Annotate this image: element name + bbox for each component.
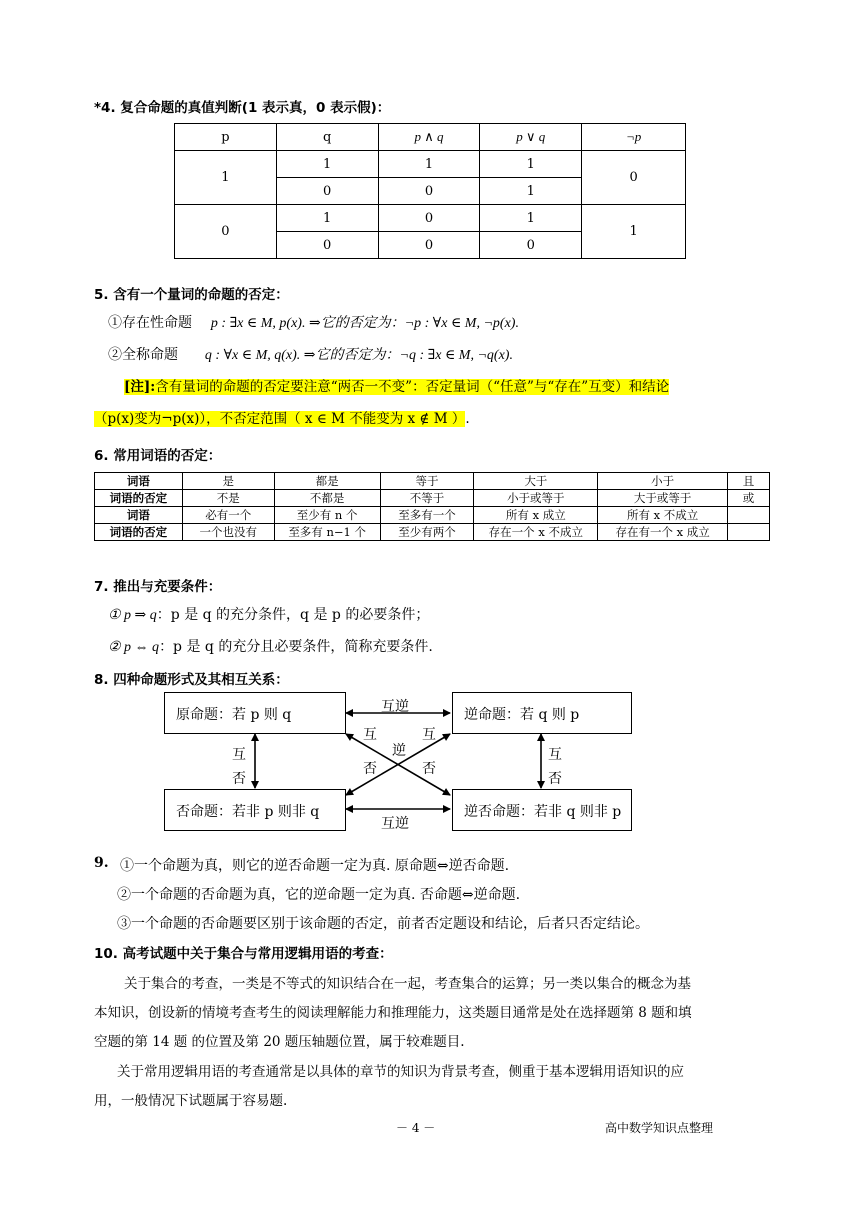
section-7-title: 7. 推出与充要条件：	[94, 579, 222, 595]
page-number: － 4 －	[396, 1121, 436, 1135]
paragraph-line: 空题的第 14 题 的位置及第 20 题压轴题位置，属于较难题目.	[94, 1034, 465, 1050]
table-cell: 都是	[274, 473, 380, 490]
paragraph-line: 关于常用逻辑用语的考查通常是以具体的章节的知识为背景考查，侧重于基本逻辑用语知识的应	[117, 1064, 684, 1080]
table-cell: 1	[480, 151, 582, 178]
right-relation-label-1: 互	[548, 747, 562, 763]
section-9-line-1: ①一个命题为真，则它的逆否命题一定为真. 原命题⇔逆否命题.	[120, 858, 510, 874]
section-6-title: 6. 常用词语的否定：	[94, 448, 222, 464]
bottom-relation-label: 互逆	[381, 816, 409, 832]
table-cell: 不都是	[274, 490, 380, 507]
note-end: .	[465, 411, 470, 427]
section-9-number: 9.	[94, 855, 109, 871]
note-tag: [注]:	[124, 379, 156, 395]
note-text: （p(x)变为¬p(x)），不否定范围（ x ∈ M 不能变为 x ∉ M ）	[94, 411, 466, 427]
table-cell: 是	[182, 473, 274, 490]
table-cell: 词语的否定	[95, 524, 183, 541]
table-cell: 0	[378, 178, 480, 205]
table-cell: 1	[378, 151, 480, 178]
table-header: p ∨ q	[480, 124, 582, 151]
table-cell: 小于	[598, 473, 728, 490]
table-cell: 0	[175, 205, 277, 259]
table-cell: 1	[480, 205, 582, 232]
cross-label: 逆	[392, 743, 406, 759]
top-relation-label: 互逆	[381, 699, 409, 715]
box-text: 否命题：若非 p 则非 q	[176, 804, 320, 820]
paragraph-line: 本知识，创设新的情境考查考生的阅读理解能力和推理能力，这类题目通常是处在选择题第 8 题和填	[94, 1005, 692, 1021]
table-cell: 或	[728, 490, 770, 507]
table-cell: 0	[276, 178, 378, 205]
formula: p : ∃x ∈ M, p(x). ⇒它的否定为：¬p : ∀x ∈ M, ¬p(x).	[210, 316, 519, 331]
line-text: ：p 是 q 的充分且必要条件，简称充要条件.	[159, 639, 433, 655]
table-cell: 所有 x 不成立	[598, 507, 728, 524]
note-text: 含有量词的命题的否定要注意“两否一不变”：否定量词（“任意”与“存在”互变）和结论	[155, 379, 670, 395]
footer-title: 高中数学知识点整理	[605, 1121, 714, 1135]
table-cell: 至多有 n−1 个	[274, 524, 380, 541]
table-cell: 词语	[95, 507, 183, 524]
formula: q : ∀x ∈ M, q(x). ⇒它的否定为：¬q : ∃x ∈ M, ¬q(x).	[204, 348, 513, 363]
table-cell: 大于	[474, 473, 598, 490]
table-cell: 小于或等于	[474, 490, 598, 507]
table-cell: 且	[728, 473, 770, 490]
left-relation-label-2: 否	[232, 771, 246, 787]
section-8-title: 8. 四种命题形式及其相互关系：	[94, 672, 289, 688]
table-header: p	[175, 124, 277, 151]
table-cell: 词语	[95, 473, 183, 490]
table-cell: 1	[480, 178, 582, 205]
original-proposition-box	[164, 692, 346, 734]
box-text: 原命题：若 p 则 q	[176, 707, 292, 723]
table-header: p ∧ q	[378, 124, 480, 151]
table-cell: 不等于	[380, 490, 474, 507]
table-cell: 大于或等于	[598, 490, 728, 507]
table-cell: 1	[175, 151, 277, 205]
table-cell: 0	[582, 151, 686, 205]
section-10-title: 10. 高考试题中关于集合与常用逻辑用语的考查：	[94, 946, 393, 962]
box-text: 逆命题：若 q 则 p	[464, 707, 580, 723]
table-header: q	[276, 124, 378, 151]
item-label: ②全称命题	[108, 347, 178, 363]
cross-label: 否	[422, 761, 436, 777]
table-cell: 至少有 n 个	[274, 507, 380, 524]
table-cell: 所有 x 成立	[474, 507, 598, 524]
section-4-title: *4. 复合命题的真值判断(1 表示真，0 表示假)：	[94, 100, 391, 116]
table-cell: 至多有一个	[380, 507, 474, 524]
cross-label: 否	[363, 761, 377, 777]
iff-symbol: ② p ⇔ q	[108, 640, 160, 655]
inverse-box	[164, 789, 346, 831]
left-relation-label-1: 互	[232, 747, 246, 763]
table-cell: 存在有一个 x 成立	[598, 524, 728, 541]
table-cell: 1	[276, 151, 378, 178]
box-text: 逆否命题：若非 q 则非 p	[464, 804, 622, 820]
table-cell: 词语的否定	[95, 490, 183, 507]
item-label: ①存在性命题	[108, 315, 192, 331]
table-cell: 等于	[380, 473, 474, 490]
table-cell: 至少有两个	[380, 524, 474, 541]
table-cell: 0	[378, 205, 480, 232]
line-text: ：p 是 q 的充分条件，q 是 p 的必要条件；	[156, 607, 430, 623]
table-cell: 不是	[182, 490, 274, 507]
contrapositive-box	[452, 789, 632, 831]
section-5-title: 5. 含有一个量词的命题的否定：	[94, 287, 289, 303]
table-header: ¬p	[582, 124, 686, 151]
paragraph-line: 关于集合的考查，一类是不等式的知识结合在一起，考查集合的运算；另一类以集合的概念为基	[124, 976, 691, 992]
table-cell: 1	[276, 205, 378, 232]
table-cell: 1	[582, 205, 686, 259]
implies-symbol: ① p ⇒ q	[108, 608, 157, 623]
table-cell: 存在一个 x 不成立	[474, 524, 598, 541]
cross-label: 互	[422, 727, 436, 743]
section-9-line-3: ③一个命题的否命题要区别于该命题的否定，前者否定题设和结论，后者只否定结论。	[117, 916, 649, 932]
right-relation-label-2: 否	[548, 771, 562, 787]
table-cell: 0	[378, 232, 480, 259]
table-cell: 0	[276, 232, 378, 259]
table-cell: 0	[480, 232, 582, 259]
cross-label: 互	[363, 727, 377, 743]
paragraph-line: 用，一般情况下试题属于容易题.	[94, 1093, 288, 1109]
converse-box	[452, 692, 632, 734]
section-9-line-2: ②一个命题的否命题为真，它的逆命题一定为真. 否命题⇔逆命题.	[117, 887, 521, 903]
table-cell: 必有一个	[182, 507, 274, 524]
table-cell: 一个也没有	[182, 524, 274, 541]
